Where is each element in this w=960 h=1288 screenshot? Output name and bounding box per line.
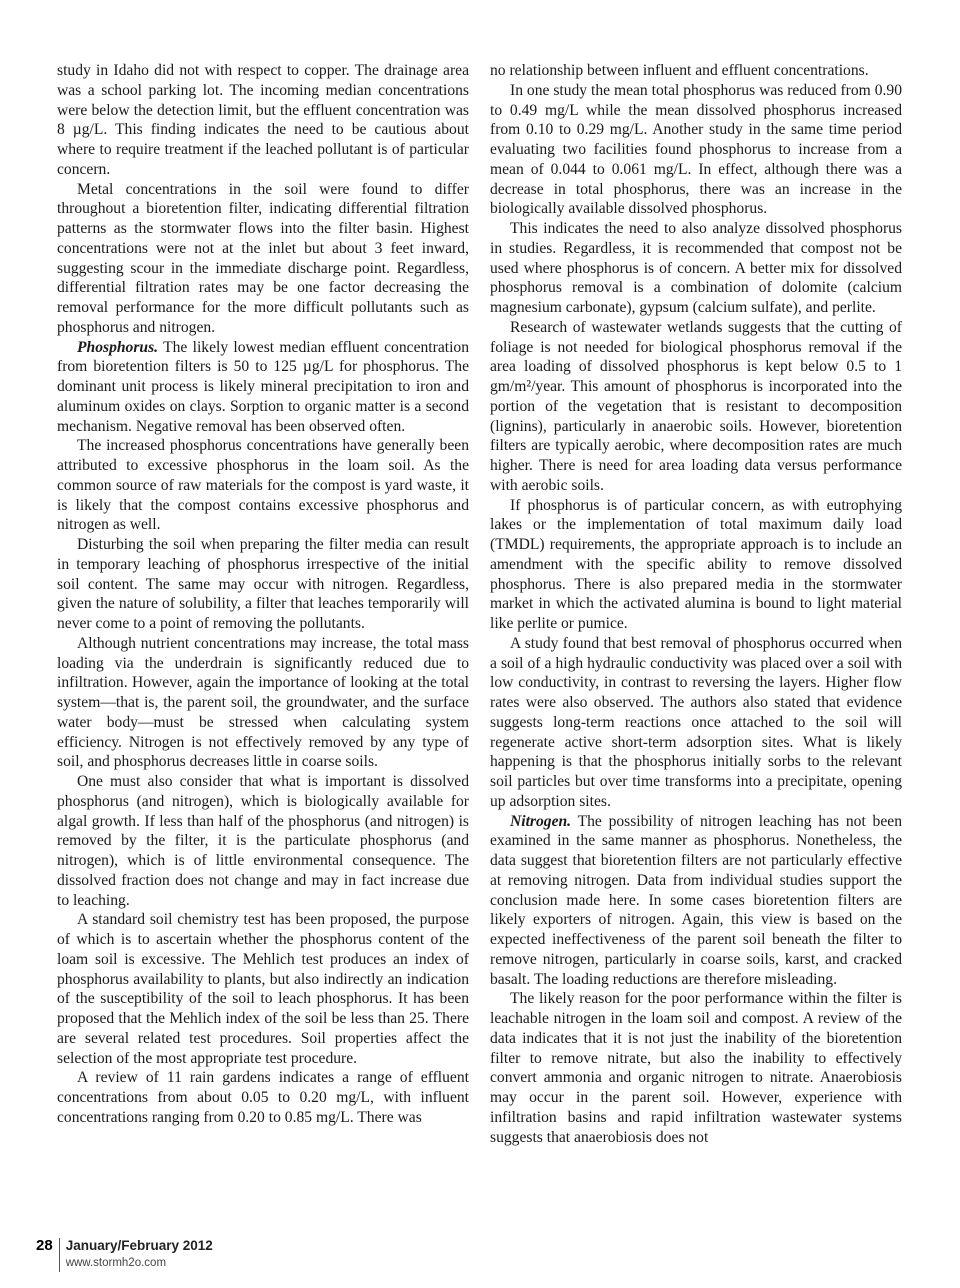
page-number: 28 — [36, 1237, 53, 1254]
paragraph: study in Idaho did not with respect to copper. The drainage area was a school parking lot. The incoming median concentrations were below the detection limit, but the effluent concentration was 8 µg/L. This finding indicates the need to be cautious about where to require treatment if the leached pollutant is of particular concern. — [57, 62, 469, 178]
paragraph: A review of 11 rain gardens indicates a range of effluent concentrations from about 0.05 to 0.20 mg/L, with influent concentrations ranging from 0.20 to 0.85 mg/L. There was — [57, 1069, 469, 1126]
paragraph: The likely reason for the poor performance within the filter is leachable nitrogen in the loam soil and compost. A review of the data indicates that it is not just the inability of the bioretention filter to remove nitrate, but also the inability to effectively convert ammonia and organic nitrogen to nitrate. Anaerobiosis may occur in the parent soil. However, experience with infiltration basins and rapid infiltration wastewater systems suggests that anaerobiosis does not — [490, 990, 902, 1146]
paragraph: This indicates the need to also analyze dissolved phosphorus in studies. Regardless, it is recommended that compost not be used where phosphorus is of concern. A better mix for dissolved phosphorus removal is a combination of dolomite (calcium magnesium carbonate), gypsum (calcium sulfate), and perlite. — [490, 220, 902, 316]
paragraph-nitrogen — [490, 812, 902, 990]
paragraph-phosphorus — [57, 338, 469, 437]
paragraph-text: The likely lowest median effluent concentration from bioretention filters is 50 to 125 µg/L for phosphorus. The dominant unit process is likely mineral precipitation to iron and aluminum oxides on clays. Sorption to organic matter is a second mechanism. Negative removal has been observed often. — [57, 338, 469, 435]
section-runin-heading: Phosphorus. — [77, 338, 159, 356]
footer-text — [66, 1236, 213, 1270]
paragraph: If phosphorus is of particular concern, as with eutrophying lakes or the implementation of total maximum daily load (TMDL) requirements, the appropriate approach is to include an amendment with the specific ability to remove dissolved phosphorus. There is also prepared media in the stormwater market in which the activated alumina is bound to light material like perlite or pumice. — [490, 496, 902, 632]
paragraph: Disturbing the soil when preparing the filter media can result in temporary leaching of phosphorus irrespective of the initial soil content. The same may occur with nitrogen. Regardless, given the nature of solubility, a filter that leaches temporarily will never come to a point of removing the pollutants. — [57, 536, 469, 632]
paragraph: A study found that best removal of phosphorus occurred when a soil of a high hydraulic conductivity was placed over a soil with low conductivity, in contrast to reversing the layers. Higher flow rates were also observed. The authors also stated that evidence suggests long-term reactions once attached to the soil will regenerate active short-term adsorption sites. What is likely happening is that the phosphorus initially sorbs to the relevant soil particles but over time transforms into a precipitate, opening up adsorption sites. — [490, 634, 902, 810]
paragraph: Although nutrient concentrations may increase, the total mass loading via the underdrain is significantly reduced due to infiltration. However, again the importance of looking at the total system—that is, the parent soil, the groundwater, and the surface water body—must be stressed when calculating system efficiency. Nitrogen is not effectively removed by any type of soil, and phosphorus decreases little in coarse soils. — [57, 634, 469, 771]
paragraph: In one study the mean total phosphorus was reduced from 0.90 to 0.49 mg/L while the mean dissolved phosphorus increased from 0.10 to 0.29 mg/L. Another study in the same time period evaluating two facilities found phosphorus to increase from a mean of 0.044 to 0.061 mg/L. In effect, although there was a decrease in total phosphorus, there was an increase in the biologically available dissolved phosphorus. — [490, 81, 902, 218]
paragraph: Research of wastewater wetlands suggests that the cutting of foliage is not needed for biological phosphorus removal if the area loading of dissolved phosphorus is kept below 0.5 to 1 gm/m²/year. This amount of phosphorus is incorporated into the portion of the vegetation that is resistant to decomposition (lignins), particularly in anaerobic soils. However, bioretention filters are typically aerobic, where decomposition rates are much higher. There is need for area loading data versus performance with aerobic soils. — [490, 318, 902, 494]
section-runin-heading: Nitrogen. — [510, 812, 572, 830]
website-url: www.stormh2o.com — [65, 1257, 167, 1269]
paragraph: A standard soil chemistry test has been proposed, the purpose of which is to ascertain whether the phosphorus content of the loam soil is excessive. The Mehlich test produces an index of phosphorus availability to plants, but also indirectly an indication of the susceptibility of the soil to leach phosphorus. It has been proposed that the Mehlich index of the soil be less than 25. There are several related test procedures. Soil properties affect the selection of the most appropriate test procedure. — [57, 911, 469, 1067]
paragraph: One must also consider that what is important is dissolved phosphorus (and nitrogen), which is biologically available for algal growth. If less than half of the phosphorus (and nitrogen) is removed by the filter, it is the particulate phosphorus (and nitrogen), which is of little environmental consequence. The dissolved fraction does not change and may in fact increase due to leaching. — [57, 773, 469, 909]
paragraph-text: The possibility of nitrogen leaching has not been examined in the same manner as phosphorus. Nonetheless, the data suggest that bioretention filters are not particularly effective at removing nitrogen. Data from individual studies support the conclusion made here. In some cases bioretention filters are likely exporters of nitrogen. Again, this view is based on the expected ineffectiveness of the parent soil beneath the filter to remove nitrogen, particularly in coarse soils, karst, and cracked basalt. The loading reductions are therefore misleading. — [490, 812, 902, 988]
footer-divider — [59, 1238, 60, 1272]
left-column — [57, 61, 469, 1128]
issue-date: January/February 2012 — [65, 1238, 213, 1253]
right-column — [490, 61, 902, 1147]
paragraph: The increased phosphorus concentrations have generally been attributed to excessive phosphorus in the loam soil. As the common source of raw materials for the compost is yard waste, it is likely that the compost contains excessive phosphorus and nitrogen as well. — [57, 437, 469, 534]
page-footer — [36, 1236, 213, 1272]
paragraph: no relationship between influent and effluent concentrations. — [490, 62, 869, 79]
paragraph: Metal concentrations in the soil were found to differ throughout a bioretention filter, indicating differential filtration patterns as the stormwater flows into the filter basin. Highest concentrations were not at the inlet but about 3 feet inward, suggesting scour in the immediate discharge point. Regardless, differential filtration rates may be one factor decreasing the removal performance for the more difficult pollutants such as phosphorus and nitrogen. — [57, 180, 469, 336]
